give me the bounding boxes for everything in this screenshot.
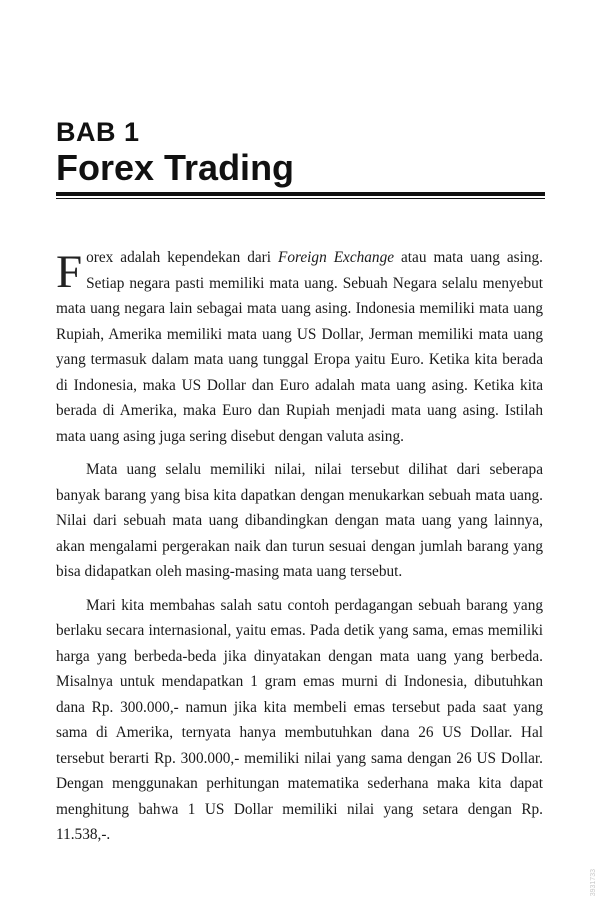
drop-cap: F (56, 246, 83, 298)
paragraph-1 (56, 245, 543, 449)
paragraph-1-italic-term: Foreign Exchange (278, 249, 395, 266)
paragraph-1-part-2: atau mata uang asing. Setiap negara pasti memiliki mata uang. Sebuah Negara selalu menyebut mata uang negara lain sebagai mata uang asing. Indonesia memiliki mata uang Rupiah, Amerika memiliki mata uang US Dollar, Jerman memiliki mata uang yang termasuk dalam mata uang tunggal Eropa yaitu Euro. Ketika kita berada di Indonesia, maka US Dollar dan Euro adalah mata uang asing. Ketika kita berada di Amerika, maka Euro dan Rupiah menjadi mata uang asing. Istilah mata uang asing juga sering disebut dengan valuta asing. (56, 249, 543, 445)
paragraph-1-part-1: orex adalah kependekan dari (86, 249, 278, 266)
paragraph-2: Mata uang selalu memiliki nilai, nilai tersebut dilihat dari seberapa banyak barang yang bisa kita dapatkan dengan menukarkan sebuah mata uang. Nilai dari sebuah mata uang dibandingkan dengan mata uang yang lainnya, akan mengalami pergerakan naik dan turun sesuai dengan jumlah barang yang bisa didapatkan oleh masing-masing mata uang tersebut. (56, 461, 543, 580)
title-rule-thick (56, 192, 545, 196)
paragraph-3: Mari kita membahas salah satu contoh perdagangan sebuah barang yang berlaku secara internasional, yaitu emas. Pada detik yang sama, emas memiliki harga yang berbeda-beda jika dinyatakan dengan mata uang yang berbeda. Misalnya untuk mendapatkan 1 gram emas murni di Indonesia, dibutuhkan dana Rp. 300.000,- namun jika kita membeli emas tersebut pada saat yang sama di Amerika, ternyata hanya membutuhkan dana 26 US Dollar. Hal tersebut berarti Rp. 300.000,- memiliki nilai yang sama dengan 26 US Dollar. Dengan menggunakan perhitungan matematika sederhana maka kita dapat menghitung bahwa 1 US Dollar memiliki nilai yang setara dengan Rp. 11.538,-. (56, 596, 543, 843)
chapter-label: BAB 1 (56, 117, 140, 147)
body-text (56, 245, 543, 856)
side-mark: 3931733 (590, 868, 597, 896)
title-rule-thin (56, 198, 545, 199)
chapter-title: Forex Trading (56, 147, 295, 188)
